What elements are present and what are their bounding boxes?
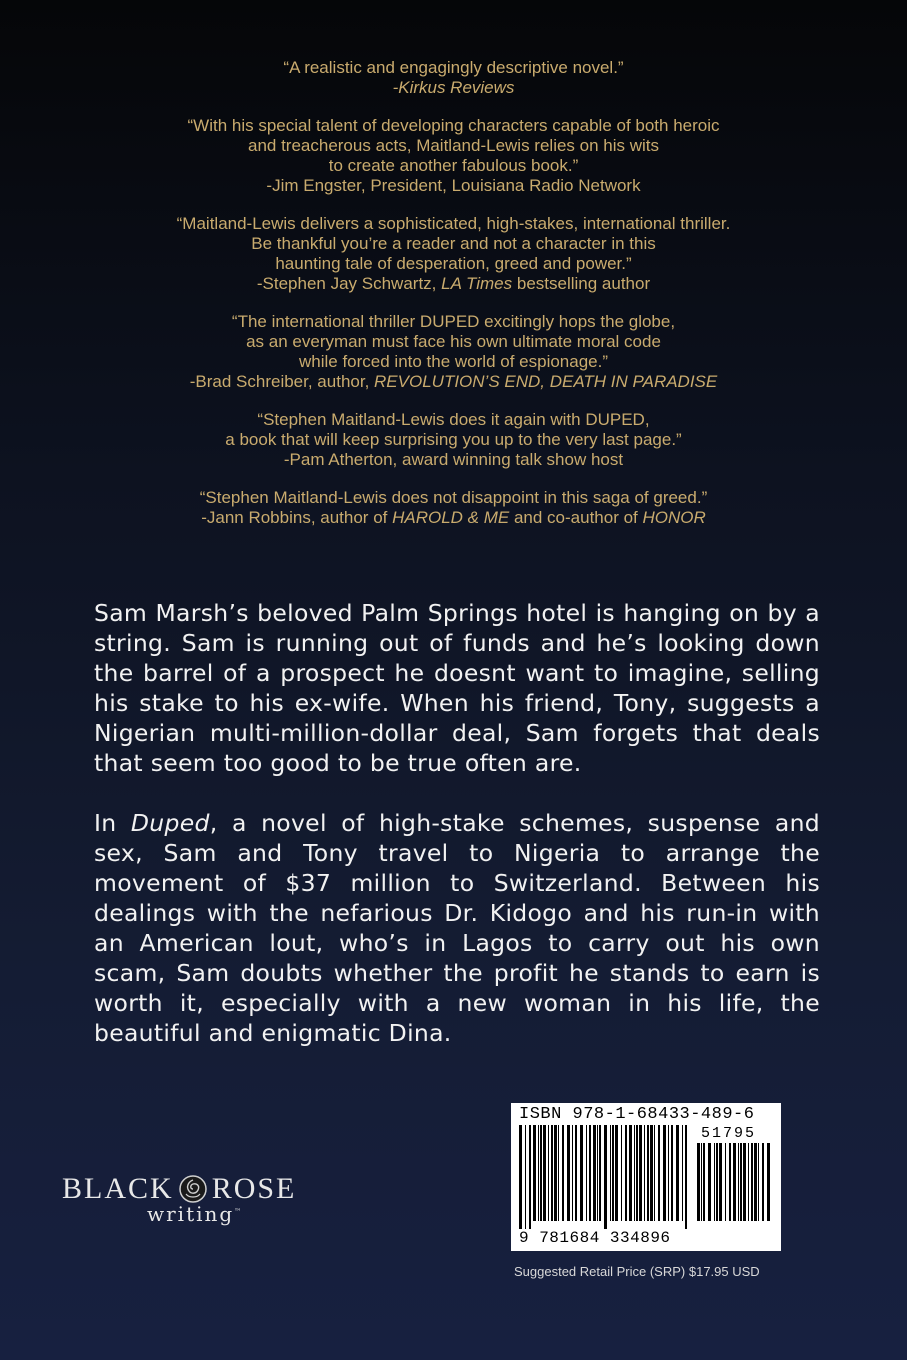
review-blurb: [0, 116, 907, 196]
blurb-line: [0, 234, 907, 254]
barcode-bar: [754, 1143, 757, 1221]
barcode-bar: [658, 1125, 660, 1221]
blurb-text: and treacherous acts, Maitland-Lewis relies on his wits: [247, 136, 660, 155]
barcode-bar: [685, 1125, 687, 1229]
blurb-text: bestselling author: [512, 274, 651, 293]
barcode-bar: [580, 1125, 583, 1221]
trademark-mark: ™: [234, 1207, 244, 1216]
barcode-bar: [634, 1125, 635, 1221]
barcode-bar: [551, 1125, 553, 1221]
barcode-bar: [639, 1125, 642, 1221]
barcode-bar: [586, 1125, 587, 1221]
barcode-bar: [738, 1143, 739, 1221]
blurb-line: [0, 430, 907, 450]
price-addon-bars: [697, 1143, 773, 1229]
barcode-bar: [562, 1125, 564, 1221]
blurb-line: [0, 312, 907, 332]
blurb-line: [0, 508, 907, 528]
blurb-text: “With his special talent of developing characters capable of both heroic: [187, 116, 720, 135]
blurb-line: [0, 274, 907, 294]
blurb-text: a book that will keep surprising you up to the very last page.”: [225, 430, 682, 449]
blurb-text: -Brad Schreiber, author,: [189, 372, 375, 391]
blurb-line: [0, 78, 907, 98]
logo-word-writing: writing: [147, 1202, 235, 1226]
blurb-line: [0, 176, 907, 196]
barcode-bar: [615, 1125, 618, 1221]
price-code: 51795: [701, 1125, 757, 1142]
barcode-bar: [729, 1143, 731, 1221]
barcode-bar: [604, 1125, 607, 1229]
blurb-text: -Jim Engster, President, Louisiana Radio Network: [266, 176, 641, 195]
blurb-text: “Stephen Maitland-Lewis does it again with DUPED,: [257, 410, 650, 429]
barcode-bar: [533, 1125, 536, 1221]
barcode-bar: [610, 1125, 611, 1221]
blurb-text: as an everyman must face his own ultimate moral code: [246, 332, 661, 351]
barcode-bar: [743, 1143, 746, 1221]
blurb-line: [0, 156, 907, 176]
barcode-bar: [668, 1125, 669, 1221]
rose-icon: [178, 1174, 208, 1204]
book-description: [94, 598, 820, 1078]
barcode-bar: [725, 1143, 726, 1221]
barcode-bar: [621, 1125, 622, 1221]
blurb-text: “The international thriller DUPED excitingly hops the globe,: [231, 312, 676, 331]
blurb-text: and co-author of: [509, 508, 643, 527]
blurb-italic-text: HAROLD & ME: [392, 508, 510, 527]
barcode-bar: [572, 1125, 573, 1221]
blurb-line: [0, 352, 907, 372]
barcode-bar: [597, 1125, 598, 1221]
barcode-bar: [519, 1125, 522, 1229]
barcode-bar: [612, 1125, 614, 1221]
suggested-retail-price: Suggested Retail Price (SRP) $17.95 USD: [514, 1264, 760, 1279]
blurb-line: [0, 254, 907, 274]
blurb-text: “Maitland-Lewis delivers a sophisticated, high-stakes, international thriller.: [176, 214, 731, 233]
barcode-bar: [540, 1125, 542, 1221]
barcode-bar: [682, 1125, 683, 1221]
barcode-bar: [703, 1143, 705, 1221]
review-blurb: [0, 214, 907, 294]
description-text: In: [94, 809, 131, 837]
ean-digits: 9 781684 334896: [519, 1229, 671, 1247]
logo-word-rose: ROSE: [211, 1172, 297, 1205]
barcode-bar: [644, 1125, 645, 1221]
barcode-bar: [671, 1125, 673, 1221]
blurb-line: [0, 214, 907, 234]
blurb-italic-text: REVOLUTION’S END, DEATH IN PARADISE: [374, 372, 718, 391]
blurb-line: [0, 116, 907, 136]
barcode-bar: [740, 1143, 742, 1221]
blurb-italic-text: LA Times: [441, 274, 513, 293]
barcode-bar: [758, 1143, 759, 1221]
barcode-bar: [636, 1125, 638, 1221]
description-paragraph: [94, 808, 820, 1048]
barcode-bar: [543, 1125, 546, 1221]
book-title-italic: Duped: [130, 809, 210, 837]
barcode-bar: [525, 1125, 526, 1229]
blurb-line: [0, 410, 907, 430]
barcode-bar: [567, 1125, 570, 1221]
description-text: , a novel of high-stake schemes, suspense and sex, Sam and Tony travel to Nigeria to arrange the movement of $37 million to Switzerland. Between his dealings with the nefarious Dr. Kidogo and his run-in with an American lout, who’s in Lagos to carry out his own scam, Sam doubts whether the profit he stands to earn is worth it, especially with a new woman in his life, the beautiful and enigmatic Dina.: [94, 809, 821, 1047]
blurb-line: [0, 332, 907, 352]
isbn-number: ISBN 978-1-68433-489-6: [519, 1105, 755, 1124]
blurb-text: -Pam Atherton, award winning talk show host: [283, 450, 624, 469]
publisher-logo: [62, 1172, 302, 1226]
review-blurb: [0, 312, 907, 392]
barcode-bar: [599, 1125, 601, 1221]
ean-barcode-bars: [519, 1125, 691, 1229]
blurb-text: -Jann Robbins, author of: [201, 508, 393, 527]
barcode-bar: [676, 1125, 679, 1221]
review-blurb: [0, 488, 907, 528]
blurb-text: -Stephen Jay Schwartz,: [256, 274, 442, 293]
barcode-bar: [716, 1143, 718, 1221]
barcode-bar: [629, 1125, 632, 1221]
barcode-bar: [589, 1125, 591, 1221]
barcode-bar: [575, 1125, 577, 1221]
barcode-bar: [697, 1143, 700, 1221]
blurb-text: “A realistic and engagingly descriptive novel.”: [283, 58, 624, 77]
blurb-text: to create another fabulous book.”: [328, 156, 579, 175]
blurb-text: haunting tale of desperation, greed and power.”: [275, 254, 632, 273]
barcode-bar: [593, 1125, 596, 1221]
barcode-bar: [647, 1125, 649, 1221]
blurb-line: [0, 450, 907, 470]
blurb-italic-text: HONOR: [642, 508, 706, 527]
blurb-text: “Stephen Maitland-Lewis does not disappoint in this saga of greed.”: [199, 488, 708, 507]
barcode-bar: [558, 1125, 559, 1221]
barcode-bar: [554, 1125, 557, 1221]
description-paragraph: [94, 598, 820, 778]
blurb-line: [0, 488, 907, 508]
barcode-bar: [701, 1143, 702, 1221]
blurb-line: [0, 136, 907, 156]
isbn-barcode: [511, 1103, 781, 1251]
blurb-italic-text: -Kirkus Reviews: [392, 78, 515, 97]
blurb-text: while forced into the world of espionage.”: [298, 352, 608, 371]
barcode-bar: [650, 1125, 653, 1221]
barcode-bar: [708, 1143, 711, 1221]
barcode-bar: [538, 1125, 539, 1221]
description-text: Sam Marsh’s beloved Palm Springs hotel is hanging on by a string. Sam is running out of funds and he’s looking down the barrel of a prospect he doesnt want to imagine, selling his stake to his ex-wife. When his friend, Tony, suggests a Nigerian multi-million-dollar deal, Sam forgets that deals that seem too good to be true often are.: [94, 599, 820, 777]
barcode-bar: [654, 1125, 655, 1221]
barcode-bar: [733, 1143, 736, 1221]
logo-word-black: BLACK: [62, 1172, 174, 1205]
barcode-bar: [751, 1143, 753, 1221]
barcode-bar: [767, 1143, 770, 1221]
barcode-bar: [548, 1125, 549, 1221]
blurb-text: Be thankful you’re a reader and not a character in this: [251, 234, 656, 253]
barcode-bar: [714, 1143, 715, 1221]
blurb-line: [0, 372, 907, 392]
barcode-bar: [529, 1125, 531, 1229]
review-blurb: [0, 58, 907, 98]
review-blurb: [0, 410, 907, 470]
blurb-line: [0, 58, 907, 78]
barcode-bar: [748, 1143, 749, 1221]
barcode-bar: [762, 1143, 764, 1221]
barcode-bar: [663, 1125, 666, 1221]
barcode-bar: [719, 1143, 722, 1221]
barcode-bar: [625, 1125, 627, 1221]
review-blurbs: [0, 58, 907, 546]
